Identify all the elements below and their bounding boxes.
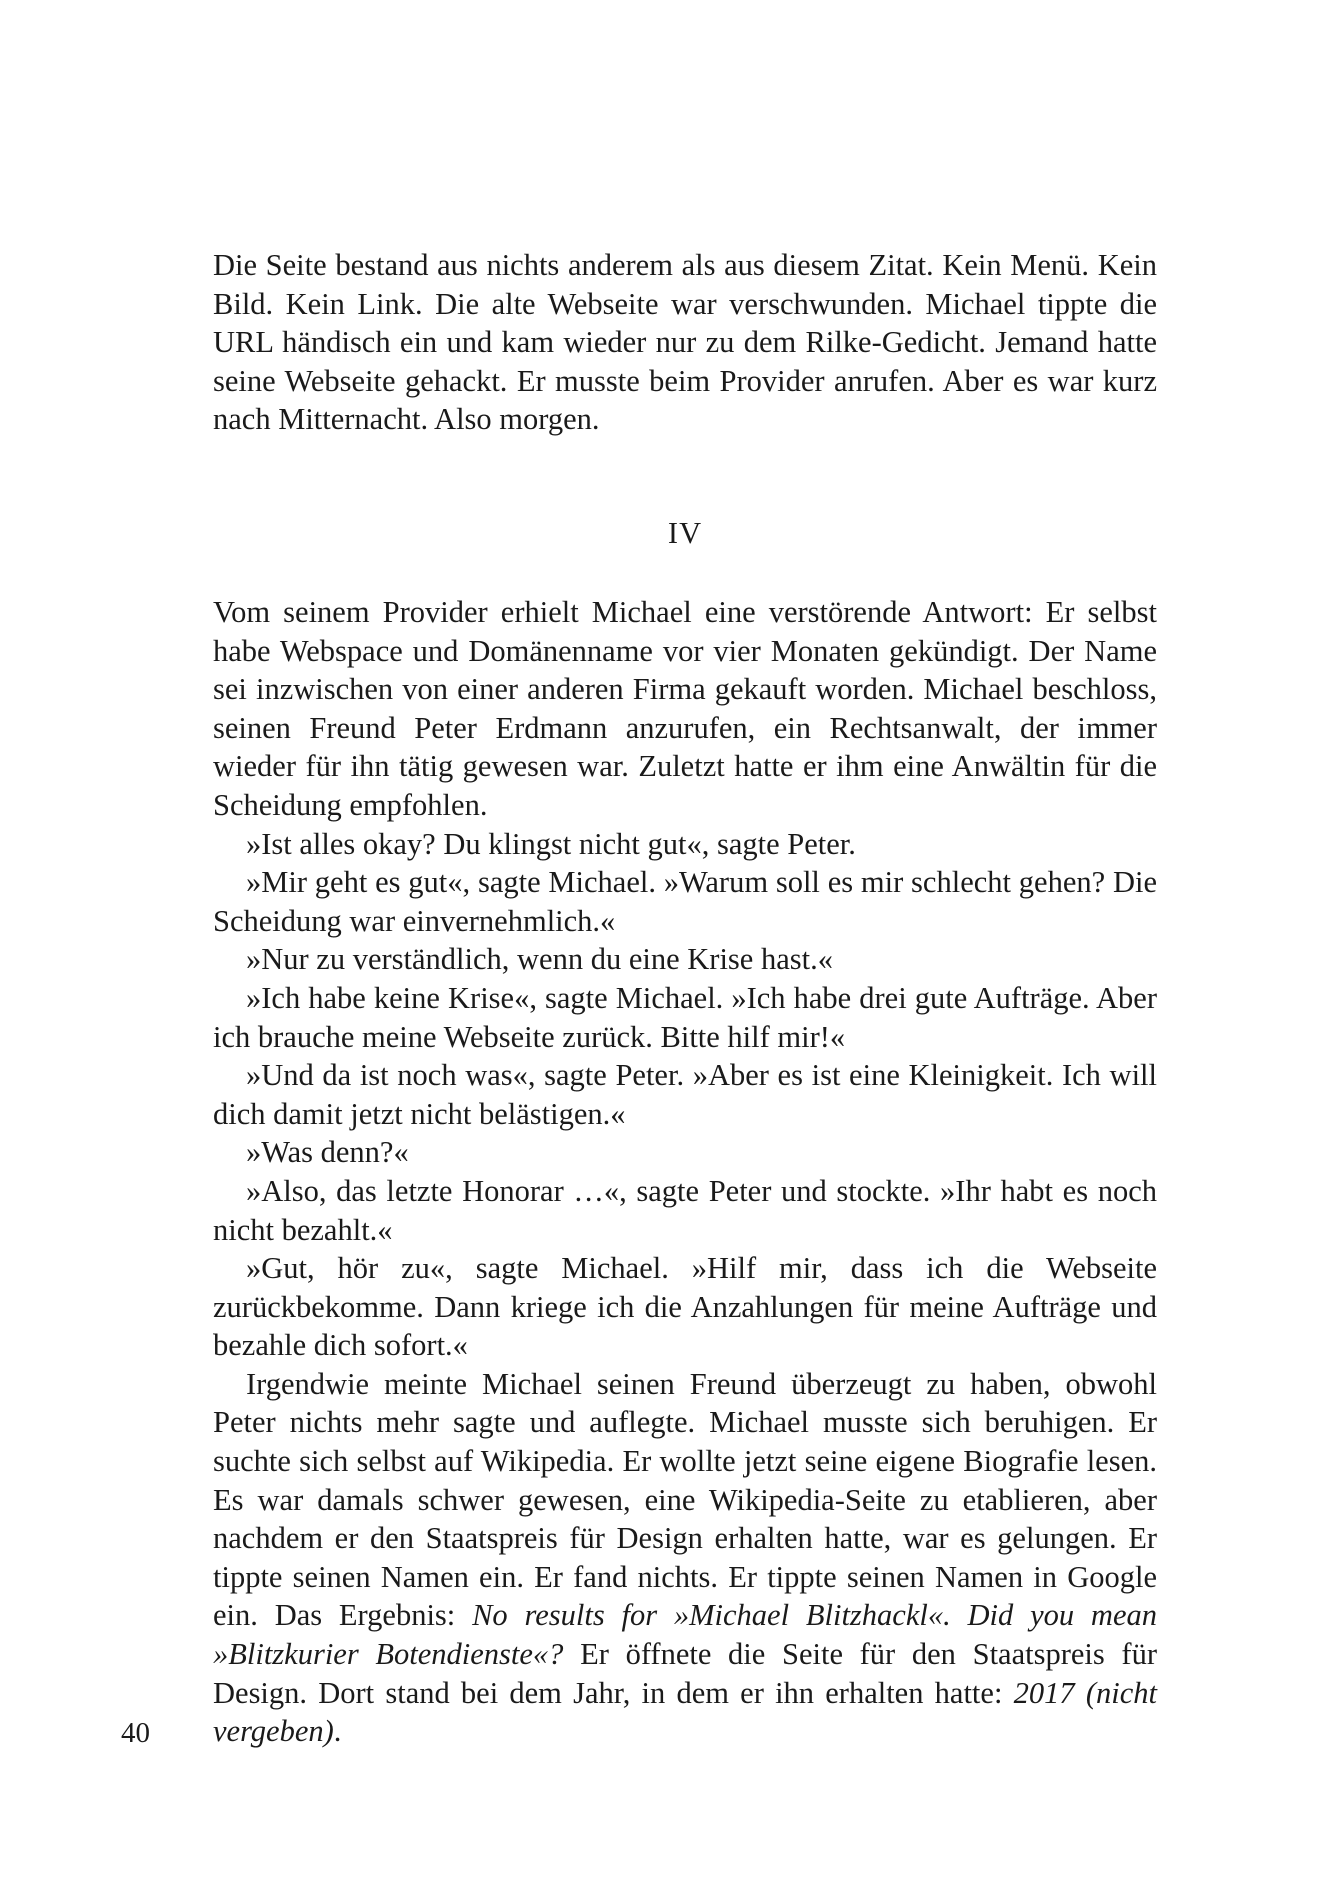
paragraph-block-main [213,593,1157,1751]
text-run: Irgendwie meinte Michael seinen Freund überzeugt zu haben, obwohl Peter nichts mehr sagte und auflegte. Michael musste sich beruhigen. Er suchte sich selbst auf Wikipedia. Er wollte jetzt seine eigene Biografie lesen. Es war damals schwer gewesen, eine Wikipedia-Seite zu etablieren, aber nachdem er den Staatspreis für Design erhalten hatte, war es gelungen. Er tippte seinen Namen ein. Er fand nichts. Er tippte seinen Namen in Google ein. Das Ergebnis: [213,1366,1157,1633]
page-number: 40 [121,1717,150,1749]
dialogue-paragraph: »Also, das letzte Honorar …«, sagte Peter und stockte. »Ihr habt es noch nicht bezahlt.« [213,1173,1157,1247]
dialogue-paragraph: »Ist alles okay? Du klingst nicht gut«, sagte Peter. [246,826,856,861]
dialogue-paragraph: »Gut, hör zu«, sagte Michael. »Hilf mir, dass ich die Webseite zurückbekomme. Dann kriege ich die Anzahlungen für meine Aufträge und bezahle dich sofort.« [213,1251,1157,1363]
text-run: Er öffnete die Seite für den Staatspreis für Design. Dort stand bei dem Jahr, in dem er ihn erhalten hatte: [213,1637,1157,1710]
dialogue-paragraph: »Was denn?« [246,1135,409,1170]
paragraph: Vom seinem Provider erhielt Michael eine verstörende Antwort: Er selbst habe Webspace und Domänenname vor vier Monaten gekündigt. Der Name sei inzwischen von einer anderen Firma gekauft worden. Michael beschloss, seinen Freund Peter Erdmann anzurufen, ein Rechtsanwalt, der immer wieder für ihn tätig gewesen war. Zuletzt hatte er ihm eine Anwältin für die Scheidung empfohlen. [213,595,1157,822]
italic-year-note: 2017 (nicht vergeben) [213,1675,1157,1749]
dialogue-paragraph: »Und da ist noch was«, sagte Peter. »Aber es ist eine Kleinigkeit. Ich will dich damit jetzt nicht belästigen.« [213,1058,1157,1131]
dialogue-paragraph: »Nur zu verständlich, wenn du eine Krise hast.« [246,942,833,977]
section-heading: IV [667,516,703,550]
paragraph-block-top [213,246,1157,439]
paragraph: Die Seite bestand aus nichts anderem als aus diesem Zitat. Kein Menü. Kein Bild. Kein Link. Die alte Webseite war verschwunden. Michael tippte die URL händisch ein und kam wieder nur zu dem Rilke-Gedicht. Jemand hatte seine Webseite gehackt. Er musste beim Provider anrufen. Aber es war kurz nach Mitternacht. Also morgen. [213,248,1157,437]
paragraph [213,1365,1157,1751]
dialogue-paragraph: »Mir geht es gut«, sagte Michael. »Warum soll es mir schlecht gehen? Die Scheidung war einvernehmlich.« [213,865,1157,938]
text-run: . [333,1714,342,1749]
italic-search-result: No results for »Michael Blitzhackl«. Did you mean »Blitzkurier Botendienste«? [213,1598,1157,1672]
dialogue-paragraph: »Ich habe keine Krise«, sagte Michael. »Ich habe drei gute Aufträge. Aber ich brauche meine Webseite zurück. Bitte hilf mir!« [213,980,1157,1054]
